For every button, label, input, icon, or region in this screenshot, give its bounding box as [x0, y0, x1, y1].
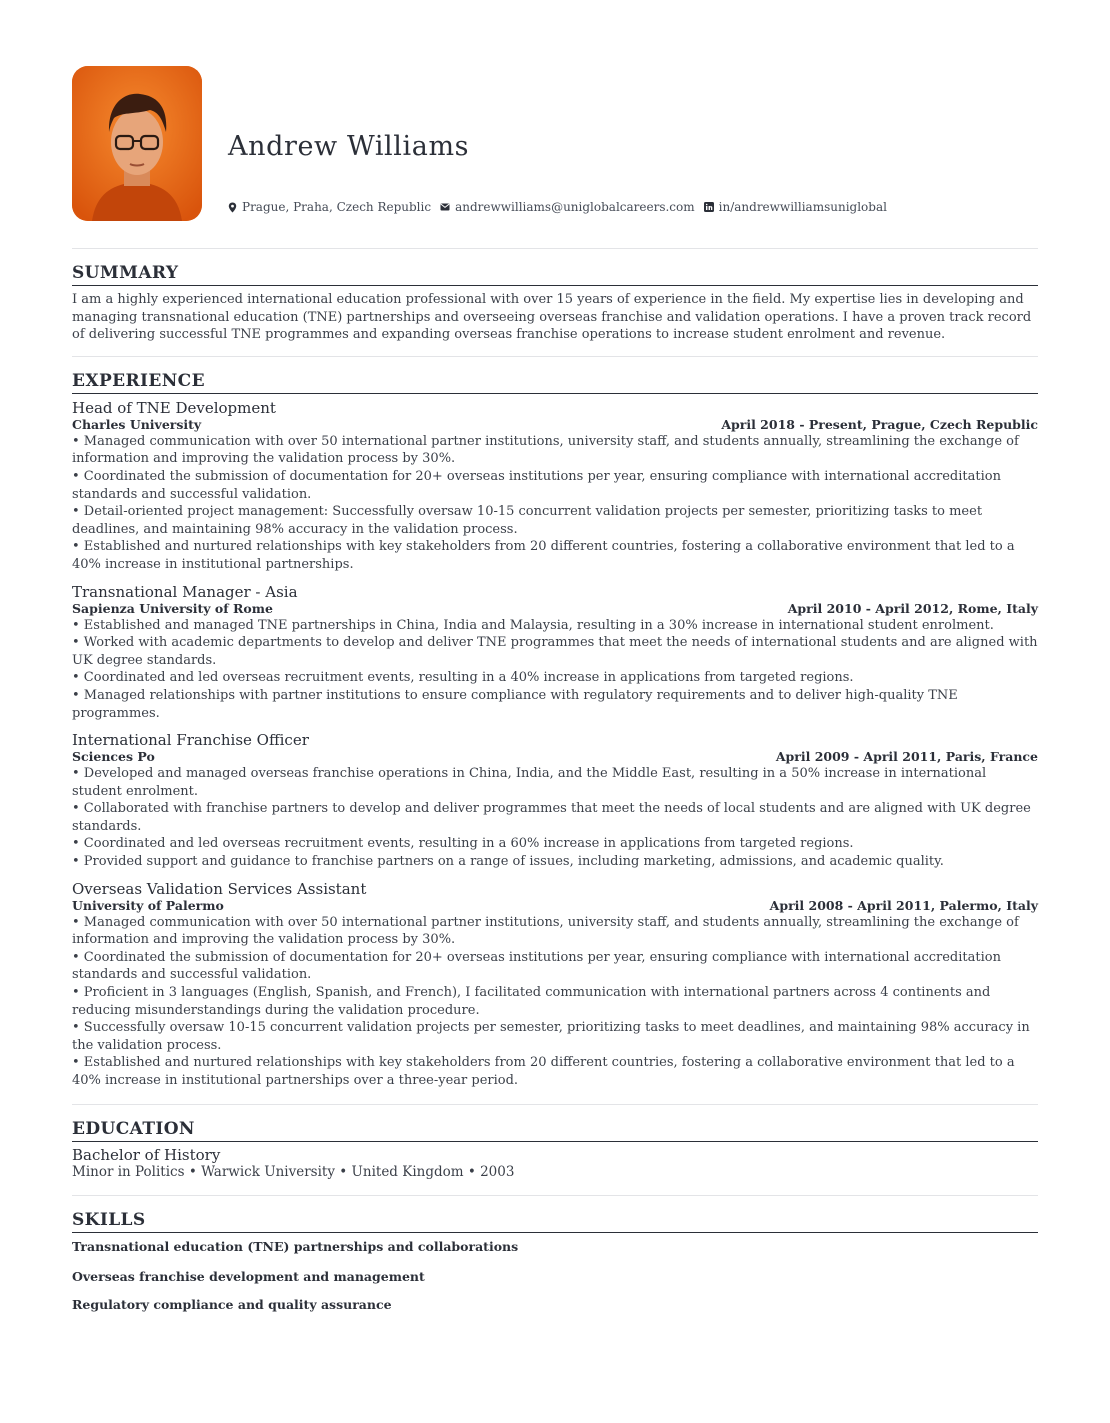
- education-heading: EDUCATION: [72, 1105, 1038, 1142]
- job-bullet: • Provided support and guidance to franchise partners on a range of issues, including marketing, admissions, and academic quality.: [72, 854, 944, 870]
- profile-photo: [72, 66, 202, 221]
- job-company: Sciences Po: [72, 749, 155, 765]
- job-bullet: • Coordinated the submission of documentation for 20+ overseas institutions per year, ensuring compliance with international accreditation standards and successful validation.: [72, 949, 1001, 983]
- job-entry: [72, 731, 1038, 871]
- location-text: Prague, Praha, Czech Republic: [242, 200, 432, 214]
- candidate-name: Andrew Williams: [228, 131, 470, 162]
- experience-heading: EXPERIENCE: [72, 357, 1038, 394]
- job-dates-location: April 2010 - April 2012, Rome, Italy: [787, 600, 1038, 616]
- job-meta: [72, 601, 1038, 617]
- resume-page: [72, 66, 1038, 1313]
- job-bullet: • Proficient in 3 languages (English, Spanish, and French), I facilitated communication with international partners across 4 continents and reducing misunderstandings during the validation procedure.: [72, 985, 991, 1018]
- job-company: University of Palermo: [72, 897, 224, 913]
- job-bullet: • Managed relationships with partner institutions to ensure compliance with regulatory requirements and to deliver high-quality TNE programmes.: [72, 687, 958, 721]
- education-degree: Bachelor of History: [72, 1145, 221, 1164]
- job-title: Head of TNE Development: [72, 398, 276, 417]
- resume-header: [72, 66, 1038, 222]
- job-bullet: • Coordinated and led overseas recruitment events, resulting in a 40% increase in applications from targeted regions.: [72, 670, 854, 686]
- experience-section: [72, 357, 1038, 1090]
- job-entry: [72, 399, 1038, 574]
- job-meta: [72, 417, 1038, 433]
- summary-section: [72, 249, 1038, 344]
- job-meta: [72, 898, 1038, 914]
- skill-item: Regulatory compliance and quality assurance: [72, 1296, 392, 1312]
- job-dates-location: April 2009 - April 2011, Paris, France: [775, 749, 1038, 765]
- job-bullet: • Developed and managed overseas franchise operations in China, India, and the Middle East, resulting in a 50% increase in international student enrolment.: [72, 766, 987, 799]
- job-bullet: • Coordinated the submission of documentation for 20+ overseas institutions per year, ensuring compliance with international accreditation standards and successful validation.: [72, 468, 1001, 502]
- job-bullet: • Successfully oversaw 10-15 concurrent validation projects per semester, prioritizing tasks to meet deadlines, and maintaining 98% accuracy in the validation process.: [72, 1020, 1030, 1053]
- education-section: [72, 1105, 1038, 1181]
- job-bullet: • Established and nurtured relationships with key stakeholders from 20 different countries, fostering a collaborative environment that led to a 40% increase in institutional partnerships.: [72, 539, 1015, 572]
- job-entry: [72, 880, 1038, 1090]
- skills-heading: SKILLS: [72, 1196, 1038, 1233]
- job-bullets: [72, 914, 1038, 1090]
- location-pin-icon: [228, 202, 237, 213]
- education-details: Minor in Politics • Warwick University • United Kingdom • 2003: [72, 1163, 515, 1180]
- skill-item: Transnational education (TNE) partnerships and collaborations: [72, 1238, 519, 1254]
- contact-location: [228, 200, 431, 214]
- contact-bar: [228, 200, 896, 214]
- skill-item: Overseas franchise development and management: [72, 1268, 425, 1284]
- avatar-illustration: [72, 66, 202, 221]
- job-bullet: • Worked with academic departments to develop and deliver TNE programmes that meet the needs of international students and are aligned with UK degree standards.: [72, 635, 1038, 668]
- job-bullet: • Managed communication with over 50 international partner institutions, university staff, and students annually, streamlining the exchange of information and improving the validation process by 30%.: [72, 914, 1019, 948]
- job-company: Charles University: [72, 416, 202, 432]
- job-meta: [72, 749, 1038, 765]
- job-dates-location: April 2018 - Present, Prague, Czech Republic: [721, 416, 1038, 432]
- job-dates-location: April 2008 - April 2011, Palermo, Italy: [769, 897, 1038, 913]
- job-company: Sapienza University of Rome: [72, 600, 273, 616]
- job-bullet: • Coordinated and led overseas recruitment events, resulting in a 60% increase in applications from targeted regions.: [72, 836, 854, 852]
- job-bullet: • Detail-oriented project management: Successfully oversaw 10-15 concurrent validation projects per semester, prioritizing tasks to meet deadlines, and maintaining 98% accuracy in the validation process.: [72, 504, 983, 537]
- job-title: International Franchise Officer: [72, 731, 309, 750]
- email-text[interactable]: andrewwilliams@uniglobalcareers.com: [455, 200, 695, 214]
- job-bullets: [72, 433, 1038, 574]
- mail-icon: [440, 203, 450, 211]
- skills-section: [72, 1196, 1038, 1313]
- contact-linkedin[interactable]: [704, 200, 887, 214]
- job-bullet: • Established and nurtured relationships with key stakeholders from 20 different countries, fostering a collaborative environment that led to a 40% increase in institutional partnerships over a three-year period.: [72, 1055, 1015, 1088]
- summary-text: I am a highly experienced international education professional with over 15 years of experience in the field. My expertise lies in developing and managing transnational education (TNE) partnerships and overseeing overseas franchise and validation operations. I have a proven track record of delivering successful TNE programmes and expanding overseas franchise operations to increase student enrolment and revenue.: [72, 292, 1032, 343]
- summary-heading: SUMMARY: [72, 249, 1038, 286]
- job-title: Overseas Validation Services Assistant: [72, 879, 367, 898]
- job-bullet: • Established and managed TNE partnerships in China, India and Malaysia, resulting in a 30% increase in international student enrolment.: [72, 617, 994, 633]
- job-entry: [72, 583, 1038, 723]
- job-bullets: [72, 617, 1038, 723]
- job-title: Transnational Manager - Asia: [72, 582, 298, 601]
- linkedin-icon: [704, 202, 714, 212]
- linkedin-text[interactable]: in/andrewwilliamsuniglobal: [718, 200, 887, 214]
- job-bullet: • Collaborated with franchise partners to develop and deliver programmes that meet the needs of local students and are aligned with UK degree standards.: [72, 801, 1031, 834]
- job-bullet: • Managed communication with over 50 international partner institutions, university staff, and students annually, streamlining the exchange of information and improving the validation process by 30%.: [72, 433, 1019, 467]
- contact-email[interactable]: [440, 200, 695, 214]
- job-bullets: [72, 765, 1038, 871]
